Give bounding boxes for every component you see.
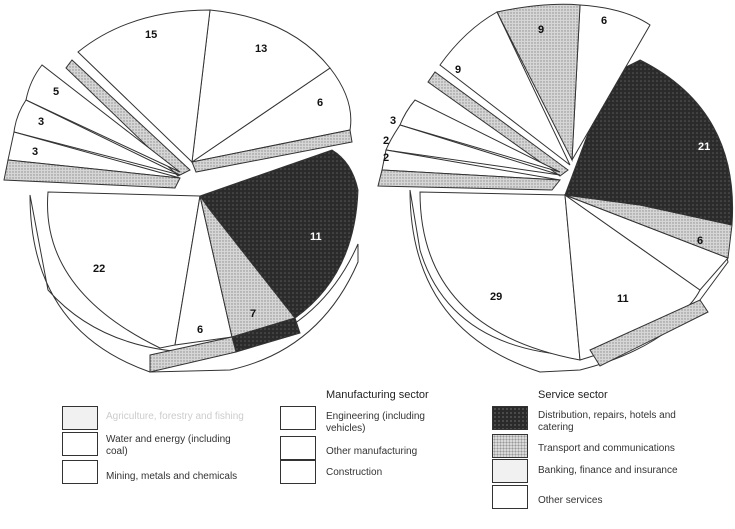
left-label-5: 5 [53, 86, 60, 98]
left-label-6-top: 6 [317, 97, 324, 109]
legend-header-service: Service sector [538, 389, 608, 401]
right-label-3: 3 [390, 115, 397, 127]
legend-label-mining: Mining, metals and chemicals [106, 471, 238, 482]
legend-label-engineering: Engineering (including vehicles) [326, 411, 425, 434]
right-label-2a: 2 [383, 152, 390, 164]
left-label-3a: 3 [32, 146, 39, 158]
right-label-6-right: 6 [697, 235, 704, 247]
legend-label-distribution: Distribution, repairs, hotels and catering [538, 410, 676, 433]
legend-label-other-manufacturing: Other manufacturing [326, 446, 418, 457]
left-label-15: 15 [145, 29, 158, 41]
left-label-11: 11 [310, 231, 322, 243]
right-label-6-top: 6 [601, 15, 608, 27]
left-label-13: 13 [255, 43, 268, 55]
right-label-29: 29 [490, 291, 503, 303]
legend-header-manufacturing: Manufacturing sector [326, 389, 429, 401]
legend-label-transport: Transport and communications [538, 443, 675, 454]
legend-label-construction: Construction [326, 467, 383, 478]
right-label-2b: 2 [383, 135, 390, 147]
right-label-21: 21 [698, 141, 711, 153]
legend-label-banking: Banking, finance and insurance [538, 465, 678, 476]
left-label-6-bottom: 6 [197, 324, 204, 336]
left-slice-other-services [48, 192, 204, 348]
right-label-9-right: 9 [538, 24, 545, 36]
right-label-11: 11 [617, 293, 629, 305]
legend-label-water-energy: Water and energy (including coal) [106, 434, 231, 457]
left-pie [4, 10, 358, 372]
right-slice-other-services-29 [420, 192, 580, 360]
left-label-22: 22 [93, 263, 106, 275]
right-label-9-left: 9 [455, 64, 462, 76]
left-label-3b: 3 [38, 116, 45, 128]
left-label-7: 7 [250, 308, 257, 320]
right-pie [378, 4, 733, 372]
legend-label-other-services: Other services [538, 495, 603, 506]
legend-label-agriculture: Agriculture, forestry and fishing [106, 411, 244, 422]
